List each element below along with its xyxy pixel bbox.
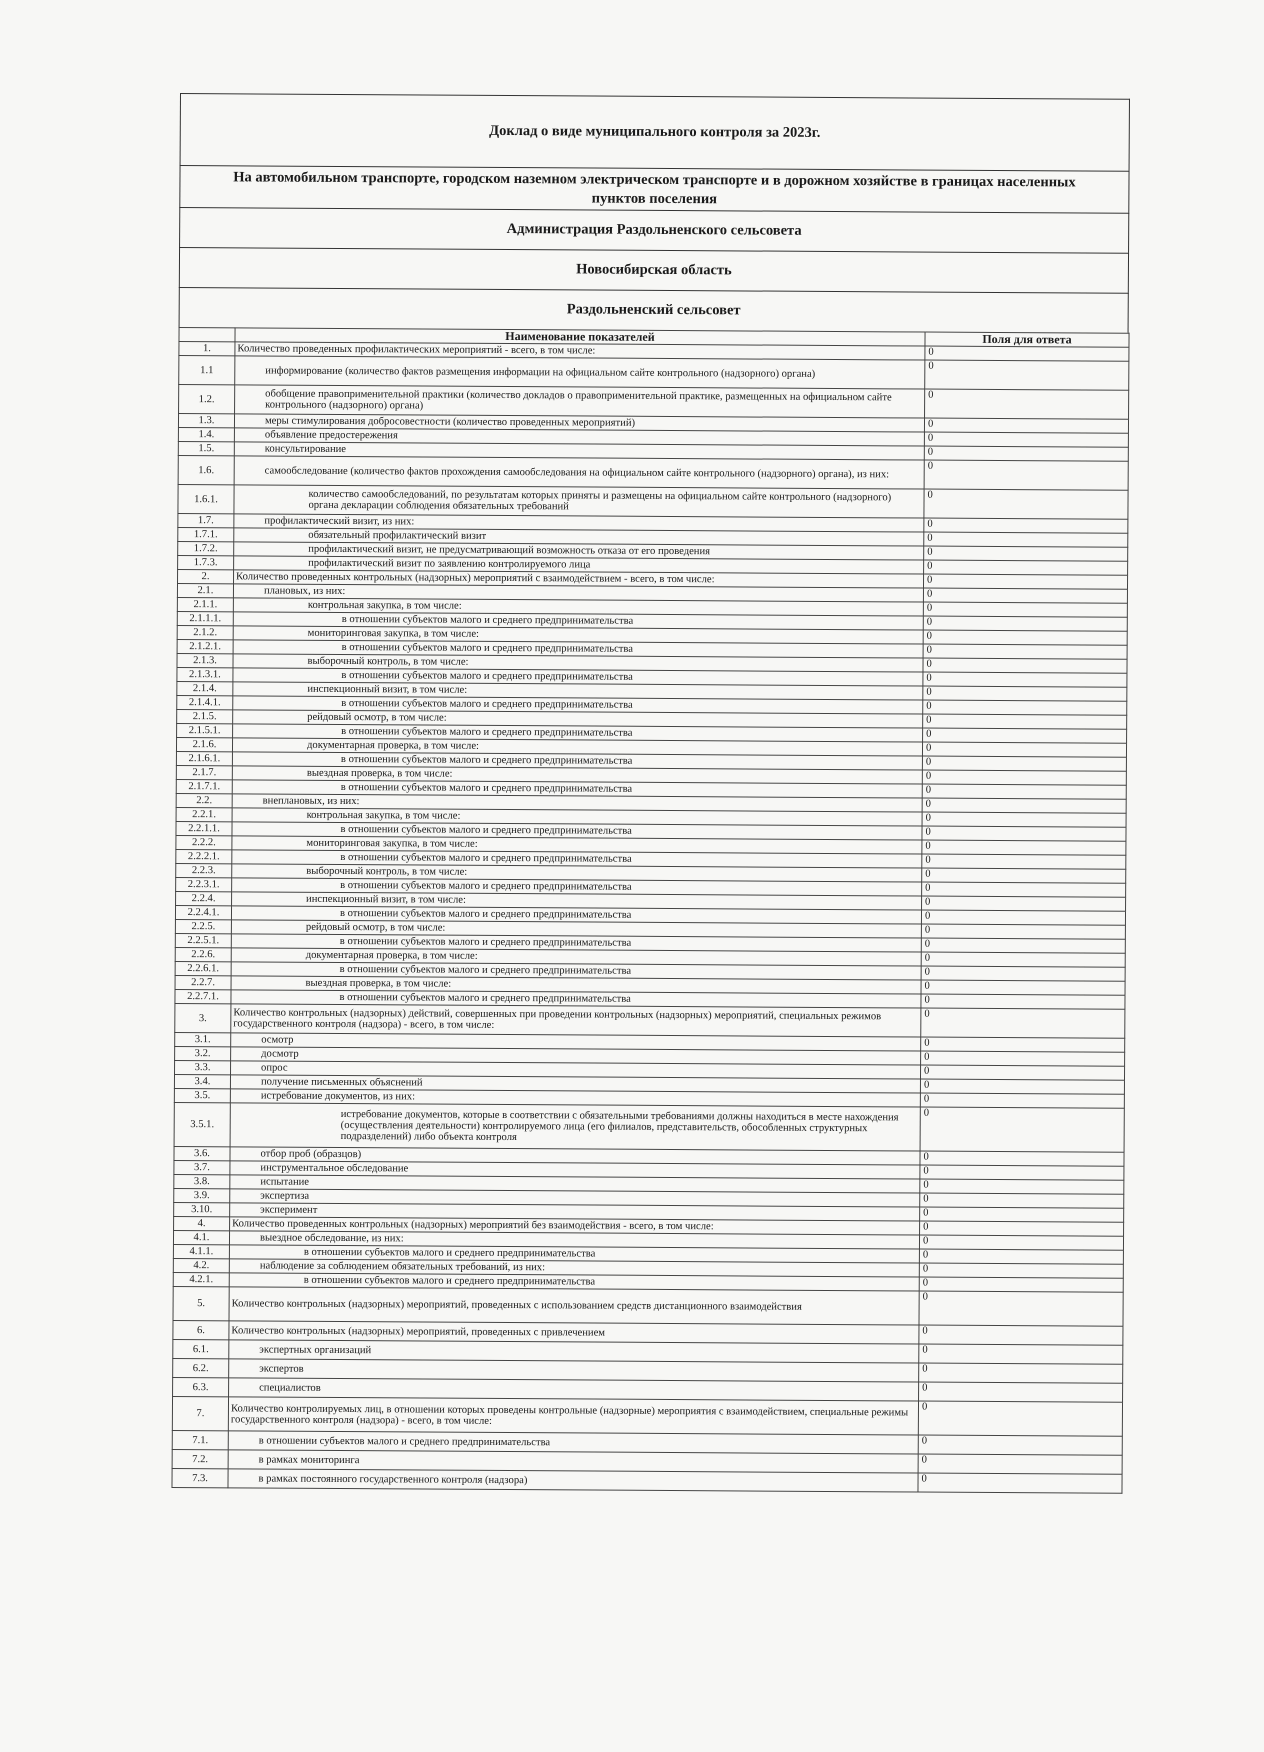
row-number: 1.7. xyxy=(178,513,234,527)
row-number: 3.2. xyxy=(175,1046,231,1060)
row-indicator-name: консультирование xyxy=(234,442,924,460)
row-indicator-name: профилактический визит по заявлению контролируемого лица xyxy=(234,556,924,574)
row-answer-value: 0 xyxy=(924,418,1128,433)
row-indicator-name: в отношении субъектов малого и среднего предпринимательства xyxy=(231,962,921,980)
row-indicator-name: выборочный контроль, в том числе: xyxy=(232,864,922,882)
row-indicator-name: досмотр xyxy=(231,1047,921,1065)
row-number: 2.2.3.1. xyxy=(176,877,232,891)
row-indicator-name: Количество проведенных профилактических мероприятий - всего, в том числе: xyxy=(235,342,925,360)
row-answer-value: 0 xyxy=(921,1008,1125,1038)
row-number: 2.1.6. xyxy=(176,737,232,751)
row-answer-value: 0 xyxy=(923,714,1127,729)
row-answer-value: 0 xyxy=(924,532,1128,547)
row-answer-value: 0 xyxy=(922,882,1126,897)
row-number: 2.2.4. xyxy=(176,891,232,905)
row-number: 3.1. xyxy=(175,1032,231,1046)
row-answer-value: 0 xyxy=(920,1079,1124,1094)
row-number: 2.1.5.1. xyxy=(177,723,233,737)
row-number: 1.3. xyxy=(178,413,234,427)
row-indicator-name: Количество проведенных контрольных (надзорных) мероприятий с взаимодействием - всего, в том числе: xyxy=(234,570,924,588)
row-indicator-name: экспертиза xyxy=(230,1189,920,1207)
row-indicator-name: в отношении субъектов малого и среднего предпринимательства xyxy=(228,1431,918,1454)
row-number: 2.1.7. xyxy=(176,765,232,779)
row-indicator-name: в отношении субъектов малого и среднего предпринимательства xyxy=(232,878,922,896)
row-indicator-name: самообследование (количество фактов прохождения самообследования на официальном сайте контрольного (надзорного) органа), из них: xyxy=(234,456,924,489)
row-answer-value: 0 xyxy=(920,1151,1124,1166)
row-answer-value: 0 xyxy=(922,798,1126,813)
row-answer-value: 0 xyxy=(921,952,1125,967)
row-answer-value: 0 xyxy=(921,924,1125,939)
region-name: Новосибирская область xyxy=(179,247,1129,293)
row-answer-value: 0 xyxy=(921,994,1125,1009)
row-answer-value: 0 xyxy=(920,1093,1124,1108)
control-type: На автомобильном транспорте, городском наземном электрическом транспорте и в дорожном хозяйстве в границах населенных пунктов поселения xyxy=(179,165,1129,213)
row-answer-value: 0 xyxy=(923,728,1127,743)
row-indicator-name: выборочный контроль, в том числе: xyxy=(233,654,923,672)
row-number: 6.2. xyxy=(173,1358,229,1377)
row-indicator-name: экспертов xyxy=(229,1359,919,1382)
row-indicator-name: обязательный профилактический визит xyxy=(234,528,924,546)
row-indicator-name: инструментальное обследование xyxy=(230,1161,920,1179)
row-answer-value: 0 xyxy=(923,700,1127,715)
row-number: 3.6. xyxy=(174,1146,230,1160)
row-number: 1.5. xyxy=(178,441,234,455)
row-number: 2.2.6. xyxy=(175,947,231,961)
row-indicator-name: документарная проверка, в том числе: xyxy=(232,738,922,756)
row-indicator-name: документарная проверка, в том числе: xyxy=(231,948,921,966)
row-indicator-name: истребование документов, из них: xyxy=(230,1089,920,1107)
row-indicator-name: в отношении субъектов малого и среднего предпринимательства xyxy=(233,696,923,714)
row-indicator-name: мониторинговая закупка, в том числе: xyxy=(232,836,922,854)
row-answer-value: 0 xyxy=(922,742,1126,757)
row-answer-value: 0 xyxy=(918,1473,1122,1493)
row-indicator-name: Количество проведенных контрольных (надзорных) мероприятий без взаимодействия - всего, в том числе: xyxy=(230,1217,920,1235)
row-answer-value: 0 xyxy=(924,446,1128,461)
row-number: 2.2.7. xyxy=(175,975,231,989)
row-answer-value: 0 xyxy=(921,938,1125,953)
row-answer-value: 0 xyxy=(922,854,1126,869)
row-indicator-name: в отношении субъектов малого и среднего предпринимательства xyxy=(233,612,923,630)
row-indicator-name: в отношении субъектов малого и среднего предпринимательства xyxy=(229,1245,919,1263)
row-answer-value: 0 xyxy=(920,1179,1124,1194)
row-number: 2.2.2.1. xyxy=(176,849,232,863)
row-answer-value: 0 xyxy=(920,1207,1124,1222)
row-indicator-name: осмотр xyxy=(231,1033,921,1051)
row-answer-value: 0 xyxy=(923,602,1127,617)
row-indicator-name: информирование (количество фактов размещения информации на официальном сайте контрольного (надзорного) органа) xyxy=(235,356,925,389)
row-answer-value: 0 xyxy=(920,1065,1124,1080)
header-number-cell xyxy=(179,327,235,341)
row-number: 2.1.1. xyxy=(177,597,233,611)
row-answer-value: 0 xyxy=(924,489,1128,519)
row-indicator-name: контрольная закупка, в том числе: xyxy=(233,598,923,616)
row-answer-value: 0 xyxy=(925,389,1129,419)
row-number: 2.1.1.1. xyxy=(177,611,233,625)
row-indicator-name: эксперимент xyxy=(230,1203,920,1221)
row-answer-value: 0 xyxy=(922,868,1126,883)
row-indicator-name: в отношении субъектов малого и среднего предпринимательства xyxy=(233,724,923,742)
row-answer-value: 0 xyxy=(923,644,1127,659)
row-answer-value: 0 xyxy=(924,518,1128,533)
row-answer-value: 0 xyxy=(922,840,1126,855)
table-row xyxy=(174,1102,1124,1152)
row-indicator-name: опрос xyxy=(231,1061,921,1079)
row-number: 2.2.1.1. xyxy=(176,821,232,835)
row-indicator-name: наблюдение за соблюдением обязательных требований, из них: xyxy=(229,1259,919,1277)
row-indicator-name: инспекционный визит, в том числе: xyxy=(232,892,922,910)
row-indicator-name: в отношении субъектов малого и среднего предпринимательства xyxy=(232,822,922,840)
row-indicator-name: в отношении субъектов малого и среднего предпринимательства xyxy=(231,990,921,1008)
row-number: 2.1.5. xyxy=(177,709,233,723)
row-indicator-name: профилактический визит, не предусматривающий возможность отказа от его проведения xyxy=(234,542,924,560)
row-number: 1.4. xyxy=(178,427,234,441)
row-number: 2.2.5. xyxy=(175,919,231,933)
row-answer-value: 0 xyxy=(920,1107,1124,1152)
table-row xyxy=(173,1286,1123,1326)
row-answer-value: 0 xyxy=(923,616,1127,631)
row-answer-value: 0 xyxy=(921,980,1125,995)
table-row xyxy=(172,1396,1122,1436)
row-indicator-name: Количество контролируемых лиц, в отношении которых проведены контрольные (надзорные) мероприятия с взаимодействием, специальные режимы государственного контроля (надзора) - всего, в том числе: xyxy=(228,1397,918,1435)
row-answer-value: 0 xyxy=(924,546,1128,561)
row-number: 1.7.3. xyxy=(178,555,234,569)
row-number: 3. xyxy=(175,1003,231,1032)
row-answer-value: 0 xyxy=(923,658,1127,673)
report-title: Доклад о виде муниципального контроля за 2023г. xyxy=(180,93,1130,171)
row-answer-value: 0 xyxy=(919,1249,1123,1264)
row-answer-value: 0 xyxy=(920,1165,1124,1180)
row-indicator-name: профилактический визит, из них: xyxy=(234,514,924,532)
row-indicator-name: в отношении субъектов малого и среднего предпринимательства xyxy=(232,850,922,868)
row-answer-value: 0 xyxy=(923,630,1127,645)
row-answer-value: 0 xyxy=(922,826,1126,841)
row-number: 2.2.7.1. xyxy=(175,989,231,1003)
row-indicator-name: в отношении субъектов малого и среднего предпринимательства xyxy=(233,640,923,658)
row-answer-value: 0 xyxy=(923,574,1127,589)
row-indicator-name: в отношении субъектов малого и среднего предпринимательства xyxy=(231,934,921,952)
row-number: 3.8. xyxy=(174,1174,230,1188)
row-answer-value: 0 xyxy=(925,360,1129,390)
row-indicator-name: специалистов xyxy=(229,1378,919,1401)
row-answer-value: 0 xyxy=(923,672,1127,687)
indicators-table xyxy=(171,327,1129,1494)
row-indicator-name: в рамках постоянного государственного контроля (надзора) xyxy=(228,1469,918,1492)
row-number: 6. xyxy=(173,1320,229,1339)
row-answer-value: 0 xyxy=(919,1363,1123,1383)
row-number: 1.7.2. xyxy=(178,541,234,555)
row-answer-value: 0 xyxy=(919,1263,1123,1278)
row-number: 2.2.4.1. xyxy=(175,905,231,919)
row-number: 2.1.3. xyxy=(177,653,233,667)
row-indicator-name: Количество контрольных (надзорных) мероприятий, проведенных с использованием средств дистанционного взаимодействия xyxy=(229,1287,919,1325)
row-number: 2.1. xyxy=(177,583,233,597)
row-number: 2.2.3. xyxy=(176,863,232,877)
authority-name: Администрация Раздольненского сельсовета xyxy=(179,207,1129,253)
row-number: 3.3. xyxy=(175,1060,231,1074)
row-number: 1.1 xyxy=(179,355,235,384)
row-number: 7. xyxy=(172,1396,228,1430)
row-indicator-name: меры стимулирования добросовестности (количество проведенных мероприятий) xyxy=(234,414,924,432)
municipality-name: Раздольненский сельсовет xyxy=(179,287,1129,333)
row-answer-value: 0 xyxy=(924,460,1128,490)
row-indicator-name: получение письменных объяснений xyxy=(230,1075,920,1093)
row-answer-value: 0 xyxy=(921,910,1125,925)
row-indicator-name: контрольная закупка, в том числе: xyxy=(232,808,922,826)
row-indicator-name: рейдовый осмотр, в том числе: xyxy=(233,710,923,728)
row-indicator-name: выездная проверка, в том числе: xyxy=(232,766,922,784)
row-number: 2.1.7.1. xyxy=(176,779,232,793)
row-number: 2.1.6.1. xyxy=(176,751,232,765)
row-answer-value: 0 xyxy=(921,1051,1125,1066)
row-number: 2.2.6.1. xyxy=(175,961,231,975)
report-sheet xyxy=(171,93,1130,1494)
row-indicator-name: истребование документов, которые в соответствии с обязательными требованиями должны находиться в месте нахождения (осуществления деятельности) контролируемого лица (его филиалов, представительств, обособленных структурных подразделений) либо объекта контроля xyxy=(230,1103,920,1151)
row-number: 2.2.5.1. xyxy=(175,933,231,947)
row-number: 1. xyxy=(179,341,235,355)
row-number: 1.2. xyxy=(179,384,235,413)
row-answer-value: 0 xyxy=(922,756,1126,771)
row-answer-value: 0 xyxy=(922,770,1126,785)
row-number: 2. xyxy=(178,569,234,583)
row-answer-value: 0 xyxy=(925,346,1129,361)
row-number: 6.3. xyxy=(173,1377,229,1396)
row-answer-value: 0 xyxy=(918,1435,1122,1455)
row-number: 3.9. xyxy=(174,1188,230,1202)
row-indicator-name: в рамках мониторинга xyxy=(228,1450,918,1473)
row-indicator-name: в отношении субъектов малого и среднего предпринимательства xyxy=(231,906,921,924)
row-number: 7.2. xyxy=(172,1449,228,1468)
row-indicator-name: количество самообследований, по результатам которых приняты и размещены на официальном сайте контрольного (надзорного) органа декларации соблюдения обязательных требований xyxy=(234,485,924,518)
row-answer-value: 0 xyxy=(918,1401,1122,1436)
row-number: 4.2.1. xyxy=(173,1272,229,1286)
row-indicator-name: в отношении субъектов малого и среднего предпринимательства xyxy=(232,752,922,770)
row-indicator-name: выездное обследование, из них: xyxy=(229,1231,919,1249)
row-number: 4.1. xyxy=(173,1230,229,1244)
row-answer-value: 0 xyxy=(919,1344,1123,1364)
row-indicator-name: мониторинговая закупка, в том числе: xyxy=(233,626,923,644)
row-number: 1.6.1. xyxy=(178,484,234,513)
row-answer-value: 0 xyxy=(919,1382,1123,1402)
row-number: 3.5. xyxy=(174,1088,230,1102)
header-name-cell: Наименование показателей xyxy=(235,328,925,346)
row-answer-value: 0 xyxy=(918,1454,1122,1474)
row-answer-value: 0 xyxy=(923,588,1127,603)
row-number: 1.6. xyxy=(178,455,234,484)
row-number: 2.1.2.1. xyxy=(177,639,233,653)
row-number: 2.1.4.1. xyxy=(177,695,233,709)
row-answer-value: 0 xyxy=(920,1221,1124,1236)
row-number: 3.10. xyxy=(174,1202,230,1216)
row-number: 4.2. xyxy=(173,1258,229,1272)
row-indicator-name: плановых, из них: xyxy=(233,584,923,602)
row-indicator-name: Количество контрольных (надзорных) действий, совершенных при проведении контрольных (надзорных) мероприятий, специальных режимов государственного контроля (надзора) - всего, в том числе: xyxy=(231,1004,921,1037)
row-number: 7.3. xyxy=(172,1468,228,1487)
row-number: 2.2.1. xyxy=(176,807,232,821)
row-indicator-name: отбор проб (образцов) xyxy=(230,1147,920,1165)
row-answer-value: 0 xyxy=(921,966,1125,981)
row-answer-value: 0 xyxy=(923,686,1127,701)
row-number: 7.1. xyxy=(172,1430,228,1449)
row-answer-value: 0 xyxy=(922,896,1126,911)
row-number: 3.4. xyxy=(174,1074,230,1088)
row-number: 2.2.2. xyxy=(176,835,232,849)
row-number: 3.5.1. xyxy=(174,1102,230,1146)
row-indicator-name: испытание xyxy=(230,1175,920,1193)
row-number: 2.1.4. xyxy=(177,681,233,695)
row-number: 4. xyxy=(174,1216,230,1230)
row-number: 2.2. xyxy=(176,793,232,807)
row-answer-value: 0 xyxy=(920,1193,1124,1208)
row-indicator-name: в отношении субъектов малого и среднего предпринимательства xyxy=(229,1273,919,1291)
row-answer-value: 0 xyxy=(922,784,1126,799)
row-number: 3.7. xyxy=(174,1160,230,1174)
row-answer-value: 0 xyxy=(919,1291,1123,1326)
row-indicator-name: объявление предостережения xyxy=(234,428,924,446)
row-number: 2.1.3.1. xyxy=(177,667,233,681)
row-answer-value: 0 xyxy=(924,560,1128,575)
row-indicator-name: выездная проверка, в том числе: xyxy=(231,976,921,994)
row-indicator-name: обобщение правоприменительной практики (количество докладов о правоприменительной практике, размещенных на официальном сайте контрольного (надзорного) органа) xyxy=(235,385,925,418)
row-indicator-name: в отношении субъектов малого и среднего предпринимательства xyxy=(232,780,922,798)
row-answer-value: 0 xyxy=(921,1037,1125,1052)
row-indicator-name: внеплановых, из них: xyxy=(232,794,922,812)
header-answer-cell: Поля для ответа xyxy=(925,332,1129,347)
row-answer-value: 0 xyxy=(924,432,1128,447)
row-answer-value: 0 xyxy=(919,1277,1123,1292)
row-indicator-name: рейдовый осмотр, в том числе: xyxy=(231,920,921,938)
row-answer-value: 0 xyxy=(919,1235,1123,1250)
row-answer-value: 0 xyxy=(922,812,1126,827)
row-indicator-name: Количество контрольных (надзорных) мероприятий, проведенных с привлечением xyxy=(229,1321,919,1344)
row-number: 4.1.1. xyxy=(173,1244,229,1258)
row-number: 2.1.2. xyxy=(177,625,233,639)
row-number: 6.1. xyxy=(173,1339,229,1358)
row-indicator-name: инспекционный визит, в том числе: xyxy=(233,682,923,700)
row-answer-value: 0 xyxy=(919,1325,1123,1345)
row-indicator-name: в отношении субъектов малого и среднего предпринимательства xyxy=(233,668,923,686)
row-indicator-name: экспертных организаций xyxy=(229,1340,919,1363)
row-number: 1.7.1. xyxy=(178,527,234,541)
row-number: 5. xyxy=(173,1286,229,1320)
